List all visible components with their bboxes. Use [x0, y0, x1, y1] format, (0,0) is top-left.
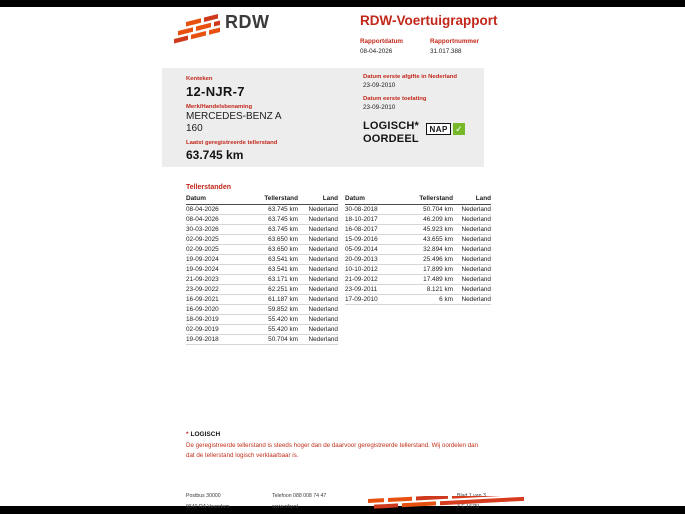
odometer-row [186, 224, 338, 234]
footer-contact [272, 491, 326, 513]
odometer-header-row [345, 193, 491, 204]
letterbox-bottom [0, 506, 685, 514]
first-admission-value: 23-09-2010 [363, 104, 396, 111]
odometer-cell: 6 km [397, 294, 453, 304]
kenteken-label: Kenteken [186, 76, 213, 82]
odometer-row [186, 204, 338, 214]
odometer-row [186, 254, 338, 264]
odometer-cell: 16-09-2020 [186, 304, 240, 314]
odometer-row [186, 274, 338, 284]
report-number-value: 31.017.388 [430, 47, 462, 55]
odometer-row [186, 234, 338, 244]
odometer-cell: Nederland [298, 304, 338, 314]
verdict-line1: LOGISCH* [363, 120, 419, 132]
kenteken-value: 12-NJR-7 [186, 83, 245, 99]
footnote-label: LOGISCH [190, 431, 221, 438]
nap-logo-text: NAP [426, 123, 451, 135]
odometer-cell: 50.704 km [397, 204, 453, 214]
odometer-cell: Nederland [453, 274, 491, 284]
odometer-cell: 18-09-2019 [186, 314, 240, 324]
odometer-cell: 19-09-2024 [186, 254, 240, 264]
footer-phone: Telefoon 088 008 74 47 [272, 493, 327, 499]
verdict-line2: OORDEEL [363, 132, 419, 145]
odometer-cell: Nederland [298, 274, 338, 284]
column-header-land: Land [453, 193, 491, 204]
odometer-cell: 32.894 km [397, 244, 453, 254]
odometer-cell: 17-09-2010 [345, 294, 397, 304]
odometer-header-row [186, 193, 338, 204]
odometer-cell: 20-09-2013 [345, 254, 397, 264]
odometer-cell: 46.209 km [397, 214, 453, 224]
odometer-row [345, 244, 491, 254]
odometer-cell: 18-10-2017 [345, 214, 397, 224]
odometer-row [345, 294, 491, 304]
odometer-cell: 10-10-2012 [345, 264, 397, 274]
odometer-cell: 59.852 km [240, 304, 298, 314]
report-number-label: Rapportnummer [430, 38, 479, 45]
footnote-text: De geregistreerde tellerstand is steeds hoger dan de daarvoor geregistreerde tellerstand. Wij oordelen dan dat de tellerstand logisch verklaarbaar is. [186, 442, 479, 459]
odometer-cell: Nederland [298, 244, 338, 254]
rdw-flag-icon [174, 12, 220, 46]
odometer-row [186, 244, 338, 254]
odometer-table-right [345, 193, 491, 305]
odometer-cell: 63.171 km [240, 274, 298, 284]
odometer-cell: 8.121 km [397, 284, 453, 294]
odometer-cell: 16-09-2021 [186, 294, 240, 304]
odometer-row [186, 284, 338, 294]
odometer-cell: 08-04-2026 [186, 204, 240, 214]
odometer-cell: 63.541 km [240, 264, 298, 274]
odometer-verdict [363, 120, 419, 145]
odometer-row [186, 304, 338, 314]
bottom-stripes-decoration [368, 496, 526, 513]
odometer-cell: 25.496 km [397, 254, 453, 264]
odometer-row [186, 214, 338, 224]
odometer-cell: 08-04-2026 [186, 214, 240, 224]
merk-value [186, 111, 282, 135]
odometer-cell: 19-09-2024 [186, 264, 240, 274]
first-issue-label: Datum eerste afgifte in Nederland [363, 74, 457, 80]
odometer-row [345, 214, 491, 224]
odometer-cell: 02-09-2025 [186, 244, 240, 254]
odometer-row [345, 234, 491, 244]
odometer-cell: 63.745 km [240, 224, 298, 234]
odometer-cell: 63.745 km [240, 204, 298, 214]
footnote-marker: * [186, 431, 189, 438]
footnote-heading [186, 431, 486, 438]
odometer-cell: 45.923 km [397, 224, 453, 234]
odometer-cell: 23-09-2022 [186, 284, 240, 294]
odometer-cell: 63.650 km [240, 234, 298, 244]
footer-address-line2: 9640 RA Veendam [186, 504, 230, 510]
odometer-row [345, 224, 491, 234]
report-date-block [360, 38, 430, 55]
merk-line2: 160 [186, 123, 203, 134]
odometer-cell: 50.704 km [240, 334, 298, 344]
odometer-cell: 63.541 km [240, 254, 298, 264]
footnote [186, 431, 486, 460]
odometer-row [345, 274, 491, 284]
rdw-logo [174, 12, 270, 46]
odometer-cell: Nederland [298, 334, 338, 344]
first-issue-value: 23-09-2010 [363, 82, 396, 89]
registration-dates [363, 74, 457, 118]
letterbox-top [0, 0, 685, 7]
footer-address [186, 491, 229, 513]
report-date-value: 08-04-2026 [360, 47, 393, 55]
odometer-cell: 15-09-2016 [345, 234, 397, 244]
odometer-cell: Nederland [453, 254, 491, 264]
merk-label: Merk/Handelsbenaming [186, 103, 253, 110]
odometer-cell: 19-09-2018 [186, 334, 240, 344]
odometer-cell: 17.899 km [397, 264, 453, 274]
footer-address-line1: Postbus 30000 [186, 493, 221, 499]
footer-form-code: 3 E 1675I [457, 504, 480, 510]
odometer-row [186, 294, 338, 304]
odometer-cell: Nederland [298, 224, 338, 234]
rdw-logo-text: RDW [225, 12, 270, 32]
odometer-cell: Nederland [453, 224, 491, 234]
odometer-table-left [186, 193, 338, 345]
odometer-cell: 23-09-2011 [345, 284, 397, 294]
report-number-block [430, 38, 479, 55]
footer-website: www.rdw.nl [272, 504, 298, 510]
odometer-cell: 61.187 km [240, 294, 298, 304]
odometer-cell: Nederland [453, 214, 491, 224]
odometer-cell: Nederland [298, 204, 338, 214]
odometer-section-title: Tellerstanden [186, 184, 231, 191]
odometer-cell: 17.489 km [397, 274, 453, 284]
odometer-row [345, 264, 491, 274]
odometer-row [345, 284, 491, 294]
odometer-cell: Nederland [298, 214, 338, 224]
report-title: RDW-Voertuigrapport [360, 13, 498, 28]
odometer-cell: 05-09-2014 [345, 244, 397, 254]
odometer-value: 63.745 km [186, 147, 244, 162]
odometer-cell: 55.420 km [240, 324, 298, 334]
odometer-cell: 63.745 km [240, 214, 298, 224]
odometer-row [345, 204, 491, 214]
odometer-row [345, 254, 491, 264]
odometer-cell: 62.251 km [240, 284, 298, 294]
merk-line1: MERCEDES-BENZ A [186, 111, 282, 122]
vehicle-identity [186, 76, 282, 162]
odometer-cell: Nederland [298, 294, 338, 304]
odometer-cell: Nederland [298, 324, 338, 334]
odometer-cell: 43.655 km [397, 234, 453, 244]
vehicle-summary-box [162, 68, 484, 167]
odometer-cell: 02-09-2025 [186, 234, 240, 244]
odometer-cell: Nederland [453, 234, 491, 244]
report-date-label: Rapportdatum [360, 38, 404, 45]
odometer-cell: Nederland [453, 294, 491, 304]
column-header-tellerstand: Tellerstand [240, 193, 298, 204]
column-header-datum: Datum [186, 193, 240, 204]
odometer-cell: Nederland [298, 234, 338, 244]
odometer-cell: 16-08-2017 [345, 224, 397, 234]
odometer-cell: 55.420 km [240, 314, 298, 324]
odometer-row [186, 264, 338, 274]
odometer-cell: Nederland [298, 314, 338, 324]
column-header-tellerstand: Tellerstand [397, 193, 453, 204]
odometer-cell: 21-09-2012 [345, 274, 397, 284]
nap-logo [426, 123, 465, 135]
odometer-row [186, 324, 338, 334]
odometer-cell: 30-08-2018 [345, 204, 397, 214]
odometer-cell: Nederland [453, 264, 491, 274]
odometer-cell: 63.650 km [240, 244, 298, 254]
odometer-cell: Nederland [298, 284, 338, 294]
odometer-cell: Nederland [298, 264, 338, 274]
first-admission-label: Datum eerste toelating [363, 96, 427, 102]
odometer-cell: 02-09-2019 [186, 324, 240, 334]
odometer-cell: Nederland [453, 204, 491, 214]
odometer-cell: Nederland [453, 244, 491, 254]
odometer-cell: 21-09-2023 [186, 274, 240, 284]
odometer-row [186, 314, 338, 324]
odometer-row [186, 334, 338, 344]
nap-check-icon: ✓ [453, 123, 465, 135]
column-header-datum: Datum [345, 193, 397, 204]
report-meta [360, 38, 479, 55]
odometer-cell: Nederland [453, 284, 491, 294]
column-header-land: Land [298, 193, 338, 204]
odometer-label: Laatst geregistreerde tellerstand [186, 140, 278, 146]
odometer-cell: 30-03-2026 [186, 224, 240, 234]
odometer-cell: Nederland [298, 254, 338, 264]
